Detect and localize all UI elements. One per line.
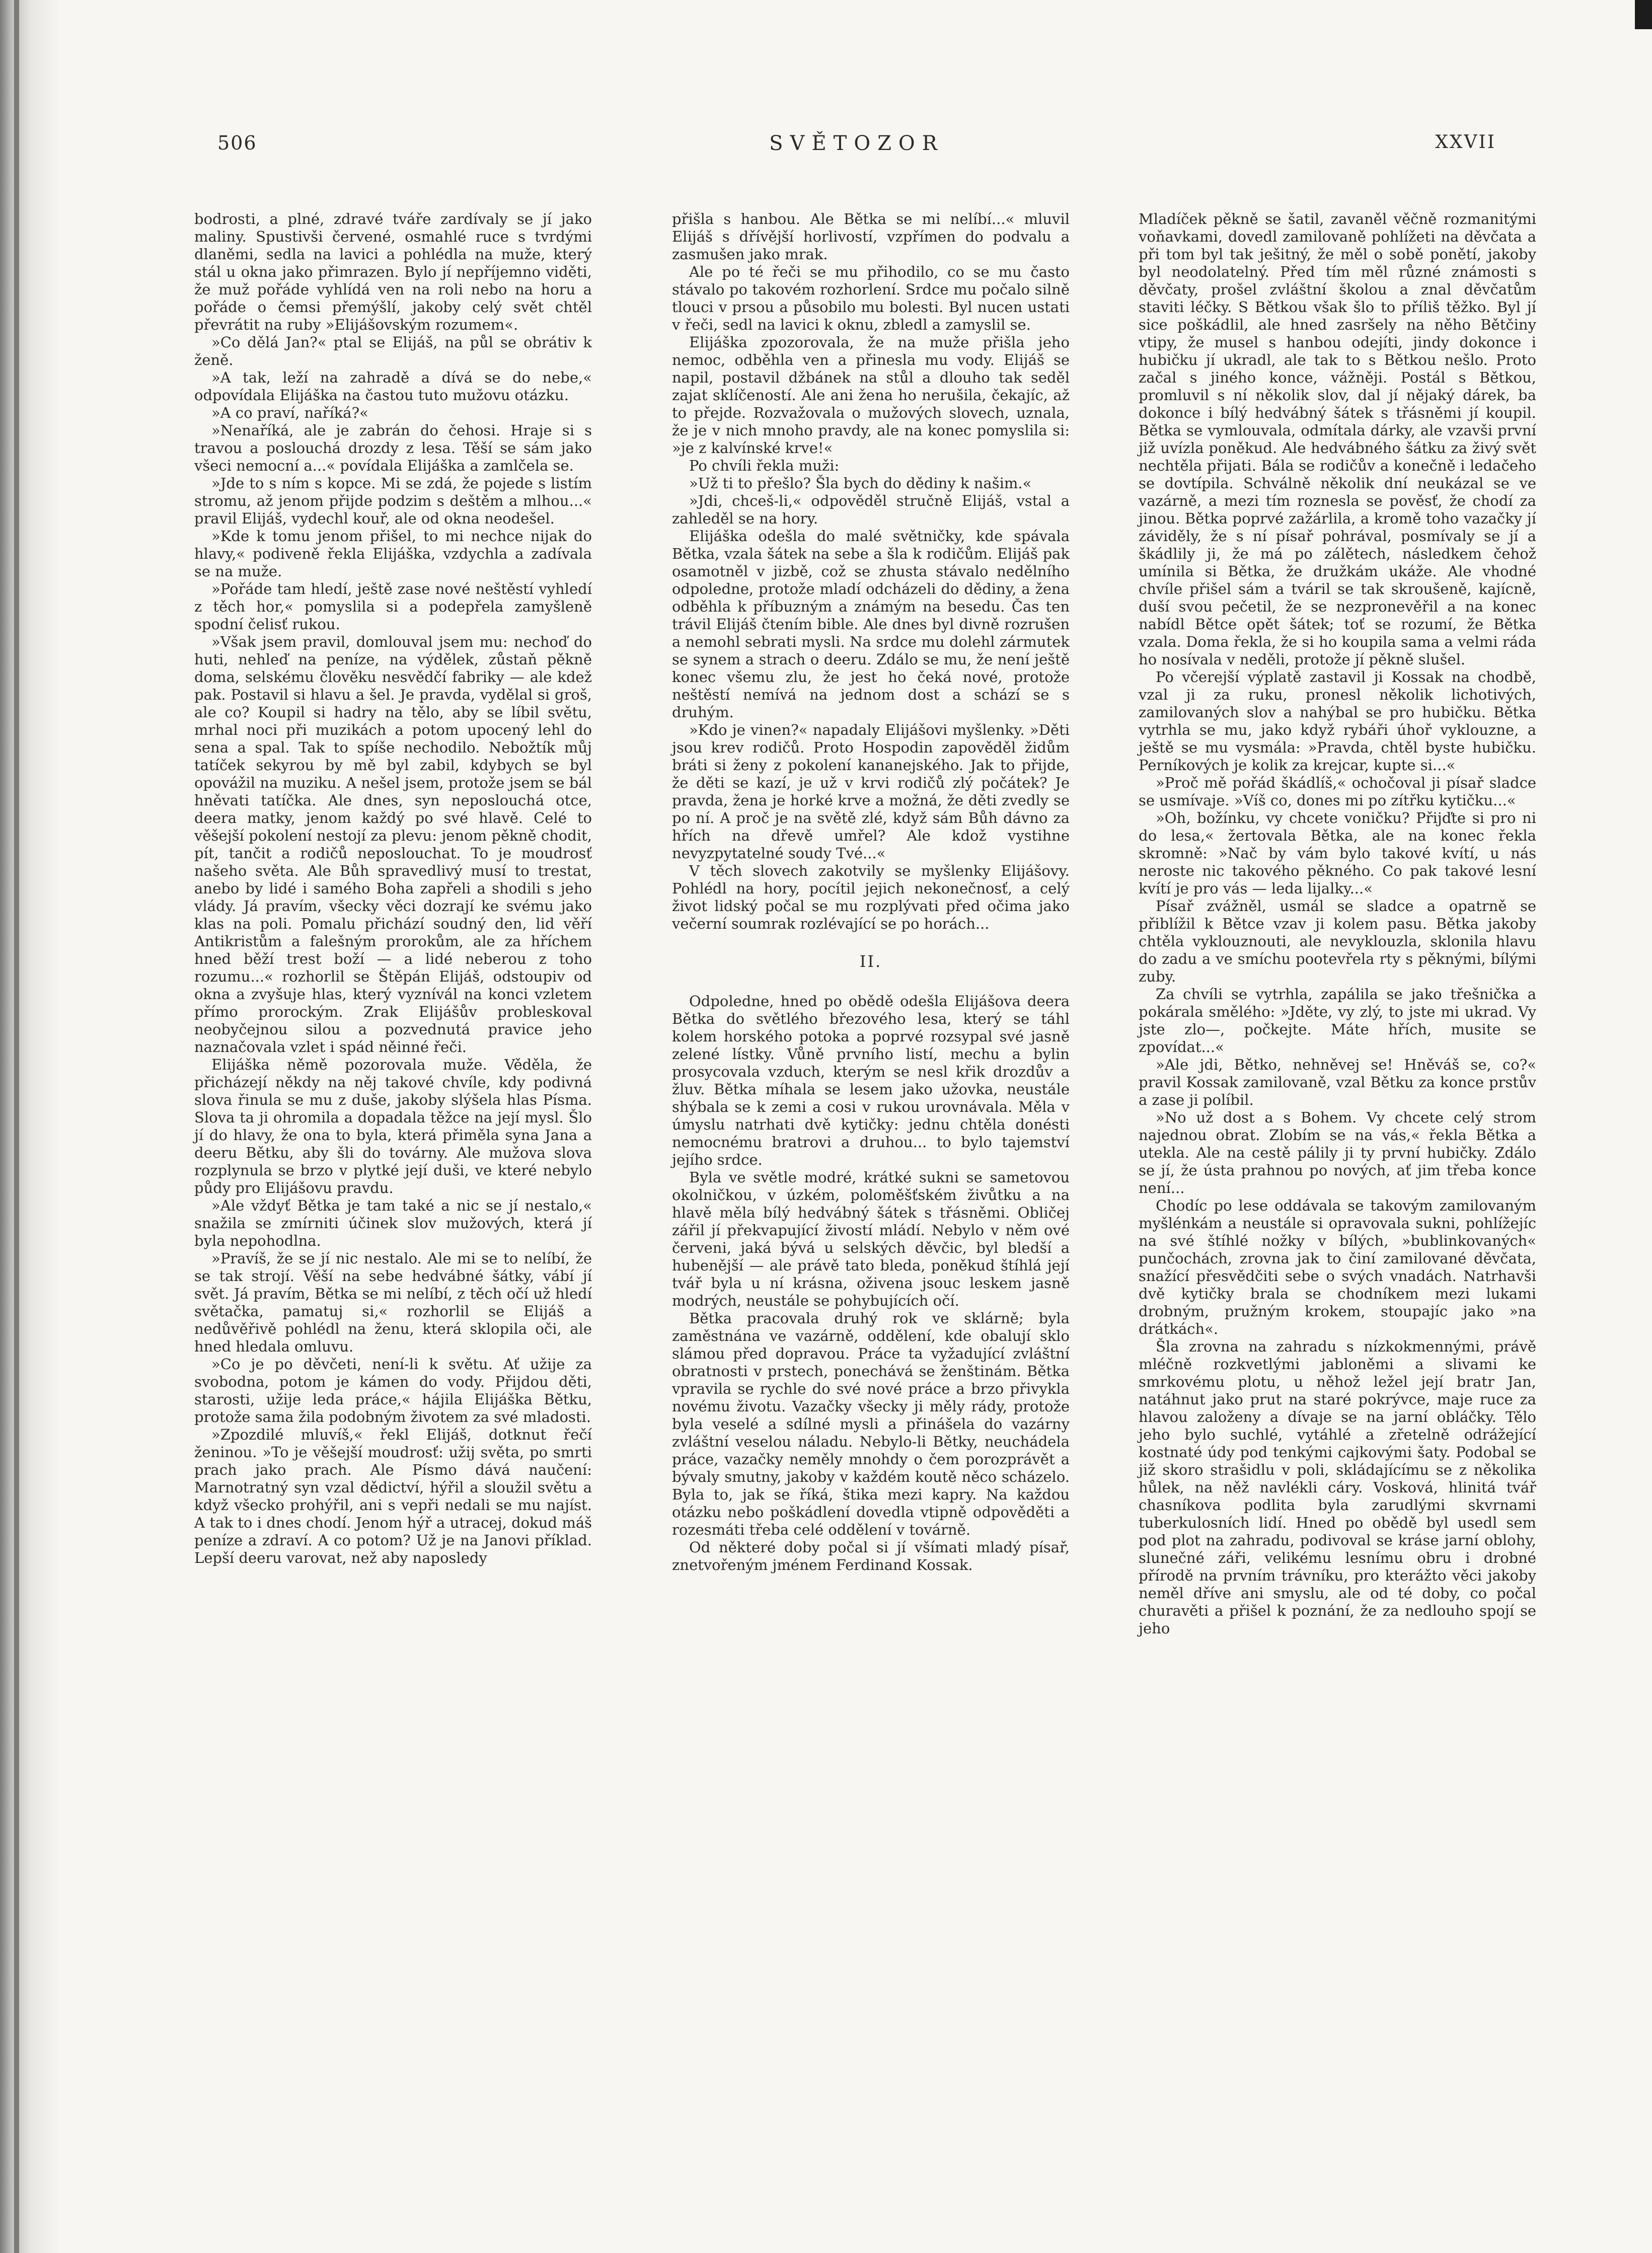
paragraph: Chodíc po lese oddávala se takovým zamilovaným myšlénkám a neustále si opravovala sukni, pohlížejíc na své štíhlé nožky v bílých, »bublinkovaných« punčochách, zrovna jak to činí zamilované děvčata, snažící přesvědčiti sebe o svých vnadách. Natrhavši dvě kytičky brala se chodníkem mezi lukami drobným, pružným krokem, stoupajíc jako »na drátkách«. (1139, 1197, 1536, 1337)
paragraph: Písař zvážněl, usmál se sladce a opatrně se přiblížil k Bětce vzav ji kolem pasu. Bětka jakoby chtěla vyklouznouti, ale nevyklouzla, sklonila hlavu do zadu a ve smíchu pootevřela rty s pěknými, bílými zuby. (1139, 897, 1536, 985)
page-header (217, 132, 1496, 162)
paragraph: Bětka pracovala druhý rok ve sklárně; byla zaměstnána ve vazárně, oddělení, kde obalují sklo slámou před dopravou. Práce ta vyžadující zvláštní obratnosti v prstech, ponechává se ženštinám. Bětka vpravila se rychle do své nové práce a brzo přivykla novému životu. Vazačky všecky ji měly rády, protože byla veselé a sdílné mysli a přinášela do vazárny zvláštní veselou náladu. Nebylo-li Bětky, neuchádela práce, vazačky neměly mnohdy o čem porozprávět a bývaly smutny, jakoby v každém koutě něco scházelo. Byla to, jak se říká, štika mezi kapry. Na každou otázku nebo poškádlení dovedla vtipně odpověděti a rozesmáti třeba celé oddělení v továrně. (672, 1310, 1070, 1538)
paragraph: Po včerejší výplatě zastavil ji Kossak na chodbě, vzal ji za ruku, pronesl několik lichotivých, zamilovaných slov a nahýbal se pro hubičku. Bětka vytrhla se mu, jako když rybáři úhoř vyklouzne, a ještě se mu vysmála: »Pravda, chtěl byste hubičku. Perníkových je kolik za krejcar, kupte si...« (1139, 668, 1536, 774)
paragraph: »Zpozdilé mluvíš,« řekl Elijáš, dotknut řečí ženinou. »To je věšejší moudrosť: užij světa, po smrti prach jako prach. Ale Písmo dává naučení: Marnotratný syn vzal dědictví, hýřil a sloužil světu a když všecko prohýřil, ani s vepři nedali se mu najíst. A tak to i dnes chodí. Jenom hýř a utracej, dokud máš peníze a zdraví. A co potom? Už je na Janovi příklad. Lepší deeru varovat, než aby naposledy (194, 1426, 592, 1566)
text-column-2-part-1 (672, 210, 1070, 933)
book-binding-shadow (0, 0, 60, 2253)
magazine-title: SVĚTOZOR (769, 132, 944, 155)
paragraph: Po chvíli řekla muži: (689, 457, 840, 474)
paragraph: přišla s hanbou. Ale Bětka se mi nelíbí...« mluvil Elijáš s dřívější horlivostí, vzpřímen do podvalu a zasmušen jako mrak. (672, 210, 1070, 263)
paragraph: »Nenaříká, ale je zabrán do čehosi. Hraje si s travou a poslouchá drozdy z lesa. Těší se sám jako všeci nemocní a...« povídala Elijáška a zamlčela se. (194, 422, 592, 474)
paragraph: bodrosti, a plné, zdravé tváře zardívaly se jí jako maliny. Spustivši červené, osmahlé ruce s tvrdými dlaněmi, sedla na lavici a pohlédla na muže, který stál u okna jako přimrazen. Bylo jí nepříjemno viděti, že muž pořáde vyhlídá ven na roli nebo na horu a pořáde o čemsi přemýšlí, jakoby celý svět chtěl převrátit na ruby »Elijášovským rozumem«. (194, 210, 592, 333)
paragraph: Elijáška odešla do malé světničky, kde spávala Bětka, vzala šátek na sebe a šla k rodičům. Elijáš pak osamotněl v jizbě, což se zhusta stávalo nedělního odpoledne, protože mladí odcházeli do dědiny, a žena odběhla k příbuzným a známým na besedu. Čas ten trávil Elijáš čtením bible. Ale dnes byl divně rozrušen a nemohl sebrati mysli. Na srdce mu dolehl zármutek se synem a strach o deeru. Zdálo se mu, že není ještě konec všemu zlu, že jest ho čeká nové, protože neštěstí nemívá na jednom dost a schází se s druhým. (672, 528, 1070, 721)
paragraph: »No už dost a s Bohem. Vy chcete celý strom najednou obrat. Zlobím se na vás,« řekla Bětka a utekla. Ale na cestě pálily ji ty první hubičky. Zdálo se jí, že ústa prahnou po nových, ať jim třeba konce není... (1139, 1109, 1536, 1196)
paragraph: »Pravíš, že se jí nic nestalo. Ale mi se to nelíbí, že se tak strojí. Věší na sebe hedvábné šátky, vábí jí svět. Já pravím, Bětka se mi nelíbí, z těch očí už hledí světačka, pamatuj si,« rozhorlil se Elijáš a nedůvěřivě pohlédl na ženu, která sklopila oči, ale hned hledala omluvu. (194, 1250, 592, 1355)
paragraph: Byla ve světle modré, krátké sukni se sametovou okolničkou, v úzkém, poloměšťském živůtku a na hlavě měla bílý hedvábný šátek s třásněmi. Obličej zářil jí překvapující živostí mládí. Nebylo v něm ové červeni, jaká bývá u selských děvčic, byl bledší a hubenější — ale právě tato bleda, poněkud štíhlá její tvář byla u ní krásna, oživena jsouc leskem jasně modrých, neustále se pohybujících očí. (672, 1169, 1070, 1309)
paragraph: »Oh, božínku, vy chcete voničku? Přijďte si pro ni do lesa,« žertovala Bětka, ale na konec řekla skromně: »Nač by vám bylo takové kvítí, u nás neroste nic takového pěkného. Co pak takové lesní kvítí je pro vás — leda lijalky...« (1139, 809, 1536, 897)
paragraph: Odpoledne, hned po obědě odešla Elijášova deera Bětka do světlého březového lesa, který se táhl kolem horského potoka a poprvé rozsypal své jasně zelené lístky. Vůně prvního listí, mechu a bylin prosycovala vzduch, kterým se nesl křik drozdův a žluv. Bětka míhala se lesem jako užovka, neustále shýbala se k zemi a cosi v rukou urovnávala. Měla v úmyslu natrhati dvě kytičky: jednu chtěla donésti nemocnému bratrovi a druhou... to bylo tajemství jejího srdce. (672, 993, 1070, 1168)
section-heading: II. (859, 952, 882, 971)
paragraph: »A co praví, naříká?« (211, 404, 368, 421)
text-column-3 (1139, 210, 1536, 1637)
paragraph: Elijáška němě pozorovala muže. Věděla, že přicházejí někdy na něj takové chvíle, kdy podivná slova řinula se mu z duše, jakoby slýšela hlas Písma. Slova ta ji ohromila a dopadala těžce na její mysl. Šlo jí do hlavy, že ona to byla, která přiměla syna Jana a deeru Bětku, aby šli do továrny. Ale mužova slova rozplynula se brzo v plytké její duši, ve které nebylo půdy pro Elijášovu pravdu. (194, 1056, 592, 1196)
paragraph: V těch slovech zakotvily se myšlenky Elijášovy. Pohlédl na hory, pocítil jejich nekonečnosť, a celý život lidský počal se mu rozplývati před očima jako večerní soumrak rozlévající se po horách... (672, 862, 1070, 932)
paragraph: »Co je po děvčeti, není-li k světu. Ať užije za svobodna, potom je kámen do vody. Přijdou děti, starosti, užije leda práce,« hájila Elijáška Bětku, protože sama žila podobným životem za své mladosti. (194, 1356, 592, 1425)
paragraph: »Kde k tomu jenom přišel, to mi nechce nijak do hlavy,« podiveně řekla Elijáška, vzdychla a zadívala se na muže. (194, 528, 592, 580)
paragraph: »Už ti to přešlo? Šla bych do dědiny k našim.« (689, 475, 1032, 492)
paragraph: »Proč mě pořád škádlíš,« ochočoval ji písař sladce se usmívaje. »Víš co, dones mi po zítřku kytičku...« (1139, 774, 1536, 809)
text-column-1 (194, 210, 592, 1567)
paragraph: Šla zrovna na zahradu s nízkokmennými, právě mléčně rozkvetlými jabloněmi a slivami ke smrkovému plotu, u něhož ležel její bratr Jan, natáhnut jako prut na staré pokrývce, maje ruce za hlavou založeny a dívaje se na jarní obláčky. Tělo jeho bylo suchlé, vytáhlé a zřetelně odrážející kostnaté údy pod tenkými cajkovými šaty. Podobal se již skoro strašidlu v poli, skládajícímu se z několika hůlek, na něž navlékli cáry. Vosková, hlinitá tvář chasníkova podlita byla zarudlými skvrnami tuberkulosních lidí. Hned po obědě byl usedl sem pod plot na zahradu, podivoval se kráse jarní oblohy, slunečné záři, velikému lesnímu obru i drobné přírodě na prvním trávníku, pro kterážto věci jakoby neměl dříve ani smyslu, ale od té doby, co počal churavěti a přišel k poznání, že za nedlouho spojí se jeho (1139, 1338, 1536, 1637)
paragraph: »Ale vždyť Bětka je tam také a nic se jí nestalo,« snažila se zmírniti účinek slov mužových, která jí byla nepohodlna. (194, 1197, 592, 1249)
text-column-2-part-2 (672, 993, 1070, 1574)
paragraph: Ale po té řeči se mu přihodilo, co se mu často stávalo po takovém rozhorlení. Srdce mu počalo silně tlouci v prsou a působilo mu bolesti. Byl nucen ustati v řeči, sedl na lavici k oknu, zbledl a zamyslil se. (672, 263, 1070, 333)
paragraph: »Co dělá Jan?« ptal se Elijáš, na půl se obrátiv k ženě. (194, 334, 592, 368)
paragraph: »Kdo je vinen?« napadaly Elijášovi myšlenky. »Děti jsou krev rodičů. Proto Hospodin zapověděl židům bráti si ženy z pokolení kananejského. Jak to přijde, že děti se kazí, je už v krvi rodičů zlý počátek? Je pravda, žena je horké krve a možná, že děti zvedly se po ní. A proč je na světě zlé, když sám Bůh dávno za hřích na dřevě umřel? Ale kdož vystihne nevyzpytatelné soudy Tvé...« (672, 721, 1070, 862)
paragraph: »Však jsem pravil, domlouval jsem mu: nechoď do huti, nehleď na peníze, na výdělek, zůstaň pěkně doma, selskému člověku nesvědčí fabriky — ale kdež pak. Postavil si hlavu a šel. Je pravda, vydělal si groš, ale co? Koupil si hadry na tělo, aby se líbil světu, mrhal noci při muzikách a potom upocený lehl do sena a spal. Tak to spíše nechodilo. Nebožtík můj tatíček sekyrou by mě byl zabil, kdybych se byl opovážil na muziku. A nešel jsem, protože jsem se bál hněvati tatíčka. Ale dnes, syn neposlouchá otce, deera matky, jenom každý po své hlavě. Celé to věšejší pokolení nestojí za plevu: jenom pěkně chodit, pít, tančit a rodičů neposlouchat. To je moudrosť našeho světa. Ale Bůh spravedlivý musí to trestat, anebo by lidé i samého Boha zapřeli a shodili s jeho vlády. Já pravím, všecky věci dozrají ke svému jako klas na poli. Pomalu přichází soudný den, lid věří Antikristům a falešným prorokům, ale za hříchem hned běží trest boží — a lidé neberou z toho rozumu...« rozhorlil se Štěpán Elijáš, odstoupiv od okna a zvyšuje hlas, který vyznívál na konci vzletem přímo prorockým. Zrak Elijášův probleskoval neobyčejnou silou a pozvednutá pravice jeho naznačovala vzlet i spád něinné řeči. (194, 633, 592, 1056)
paragraph: Za chvíli se vytrhla, zapálila se jako třešnička a pokárala smělého: »Jděte, vy zlý, to jste mi ukrad. Vy jste zlo—, počkejte. Máte hřích, musite se zpovídat...« (1139, 986, 1536, 1056)
paragraph: »Ale jdi, Bětko, nehněvej se! Hněváš se, co?« pravil Kossak zamilovaně, vzal Bětku za konce prstův a zase ji políbil. (1139, 1056, 1536, 1108)
volume-number: XXVII (1435, 132, 1496, 153)
paragraph: »Jdi, chceš-li,« odpověděl stručně Elijáš, vstal a zahleděl se na hory. (672, 492, 1070, 527)
paragraph: »Jde to s ním s kopce. Mi se zdá, že pojede s listím stromu, až jenom přijde podzim s deštěm a mlhou...« pravil Elijáš, vydechl kouř, ale od okna neodešel. (194, 475, 592, 527)
book-binding-edge (14, 0, 19, 2253)
scan-corner-mark (1635, 0, 1652, 29)
paragraph: »A tak, leží na zahradě a dívá se do nebe,« odpovídala Elijáška na častou tuto mužovu otázku. (194, 369, 592, 404)
paragraph: Od některé doby počal si jí všímati mladý písař, znetvořeným jménem Ferdinand Kossak. (672, 1539, 1070, 1573)
page-number: 506 (217, 132, 257, 154)
paragraph: Mladíček pěkně se šatil, zavaněl věčně rozmanitými voňavkami, dovedl zamilovaně pohlížeti na děvčata a při tom byl tak ješitný, že měl o sobě ponětí, jakoby byl neodolatelný. Před tím měl různé známosti s děvčaty, prošel zvláštní školou a znal děvčatům staviti léčky. S Bětkou však šlo to příliš těžko. Byl jí sice poškádlil, ale hned zasršely na něho Bětčiny vtipy, že musel s hanbou odejíti, jindy dokonce i hubičku jí ukradl, ale tak to s Bětkou nešlo. Proto začal s jiného konce, vážněji. Postál s Bětkou, promluvil s ní několik slov, dal jí nějaký dárek, ba dokonce i bílý hedvábný šátek s třásněmi jí koupil. Bětka se vymlouvala, odmítala dárky, ale vzavši první již uvízla poněkud. Ale hedvábného šátku za živý svět nechtěla přijati. Bála se rodičův a konečně i ledačeho se dovtípila. Schválně několik dní neukázal se ve vazárně, a mezi tím roznesla se pověsť, že chodí za jinou. Bětka poprvé zažárlila, a kromě toho vazačky jí záviděly, že s ní písař pohrával, posmívaly se jí a škádlily ji, že má po zálětech, následkem čehož umínila si Bětka, že družkám ukáže. Ale vhodné chvíle přišel sám a tváril se tak skroušeně, kajícně, duší svou pečetil, že se nezpronevěřil a na konec nabídl Bětce opět šátek; toť se rozumí, že Bětka vzala. Doma řekla, že si ho koupila sama a velmi ráda ho nosívala v neděli, protože jí pěkně slušel. (1139, 210, 1536, 668)
paragraph: »Pořáde tam hledí, ještě zase nové neštěstí vyhledí z těch hor,« pomyslila si a podepřela zamyšleně spodní čelisť rukou. (194, 580, 592, 633)
text-column-2 (672, 210, 1070, 1574)
paragraph: Elijáška zpozorovala, že na muže přišla jeho nemoc, odběhla ven a přinesla mu vody. Elijáš se napil, postavil džbánek na stůl a dlouho tak seděl zajat sklíčeností. Ale ani žena ho nerušila, čekajíc, až to přejde. Rozvažovala o mužových slovech, uznala, že je v nich mnoho pravdy, ale na konec pomyslila si: »je z kalvínské krve!« (672, 334, 1070, 457)
